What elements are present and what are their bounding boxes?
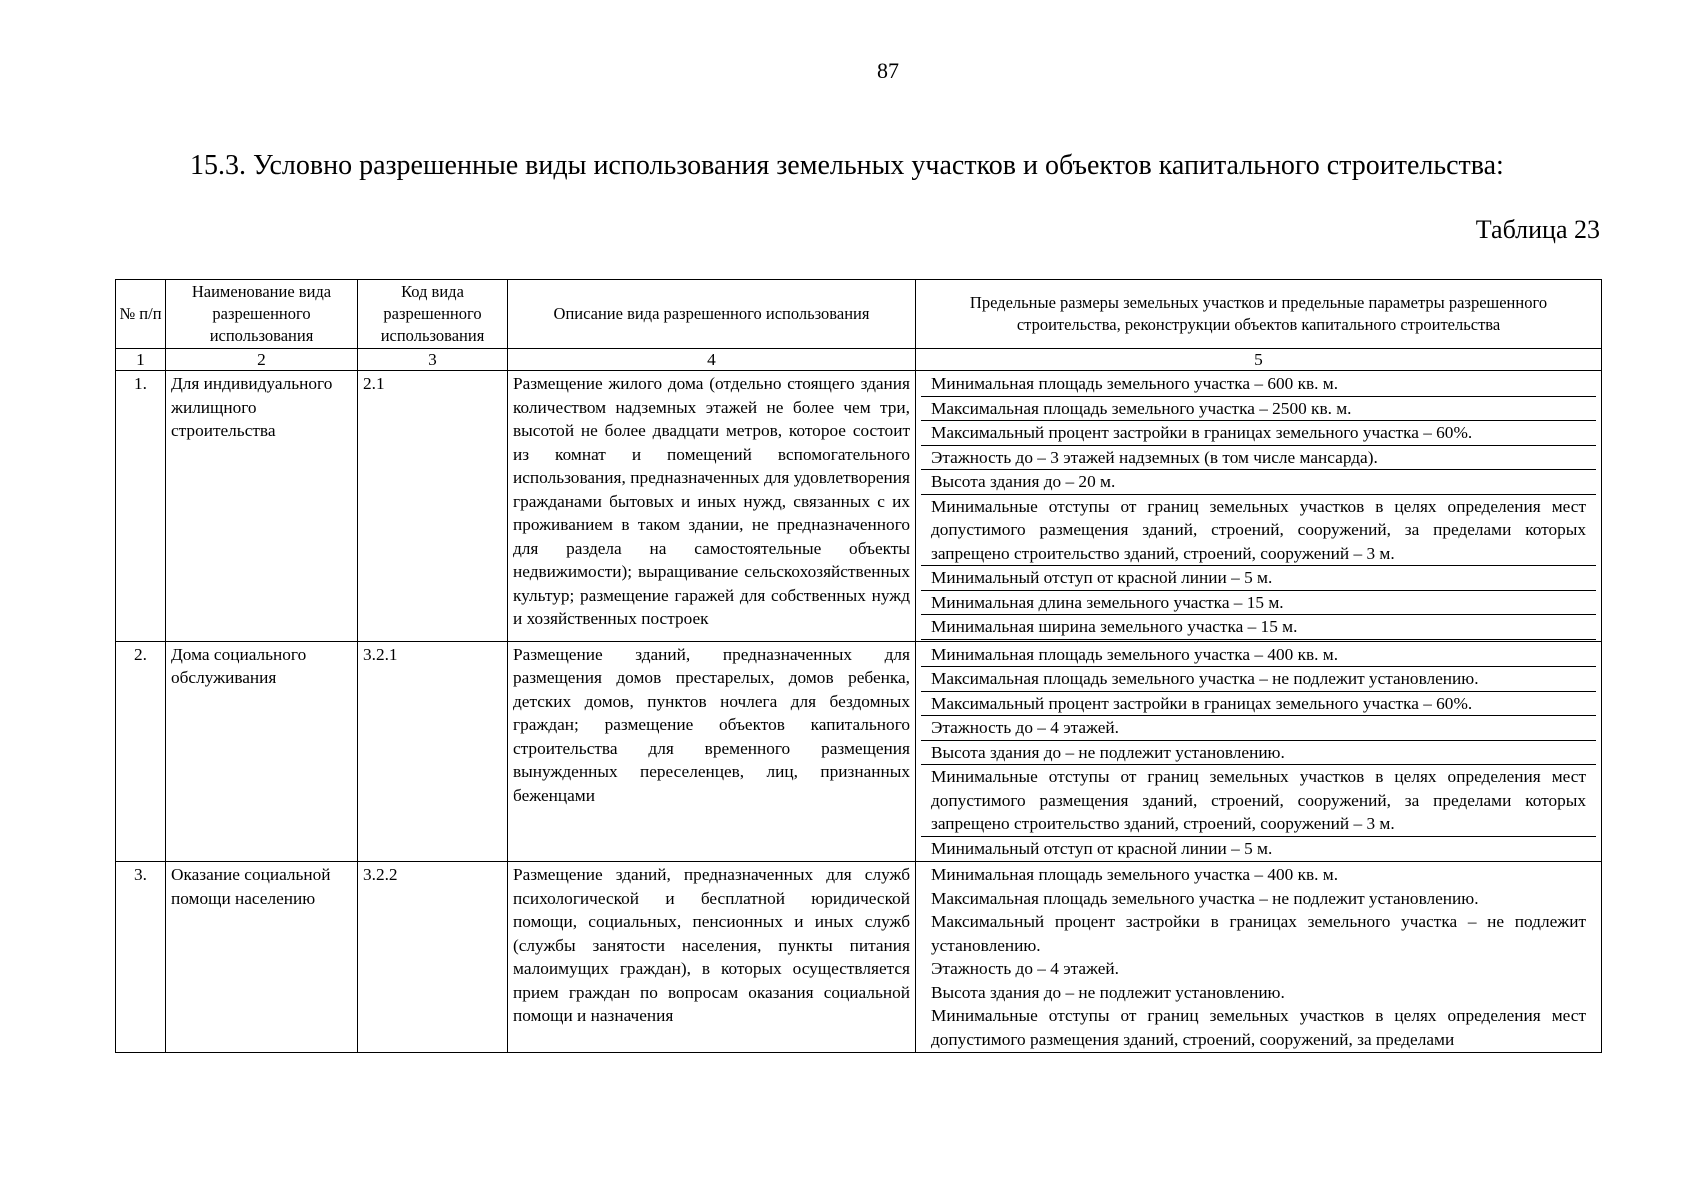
header-num: № п/п xyxy=(116,280,166,349)
header-description: Описание вида разрешенного использования xyxy=(508,280,916,349)
table-row xyxy=(116,641,1602,862)
row-number: 2. xyxy=(116,641,166,862)
column-number-row xyxy=(116,349,1602,371)
table-row xyxy=(116,371,1602,642)
column-number: 4 xyxy=(508,349,916,371)
use-description: Размещение зданий, предназначенных для служб психологической и бесплатной юридической помощи, социальных, пенсионных и иных служб (службы занятости населения, пункты питания малоимущих граждан), в которых осуществляется прием граждан по вопросам оказания социальной помощи и назначения xyxy=(508,862,916,1053)
column-number: 3 xyxy=(358,349,508,371)
use-description: Размещение зданий, предназначенных для размещения домов престарелых, домов ребенка, детских домов, пунктов ночлега для бездомных граждан; размещение объектов капитального строительства для временного размещения вынужденных переселенцев, лиц, признанных беженцами xyxy=(508,641,916,862)
table-caption: Таблица 23 xyxy=(1475,215,1600,244)
param-item: Этажность до – 4 этажей. xyxy=(931,959,1120,978)
header-code: Код вида разрешенного использования xyxy=(358,280,508,349)
param-item: Минимальная длина земельного участка – 15 м. xyxy=(921,591,1596,616)
param-item: Минимальная площадь земельного участка – 400 кв. м. xyxy=(931,865,1339,884)
param-item: Максимальная площадь земельного участка – не подлежит установлению. xyxy=(921,667,1596,692)
section-title: 15.3. Условно разрешенные виды использования земельных участков и объектов капитального строительства: xyxy=(190,150,1504,181)
param-item: Максимальный процент застройки в границах земельного участка – 60%. xyxy=(921,421,1596,446)
use-params xyxy=(916,641,1602,862)
header-name: Наименование вида разрешенного использования xyxy=(166,280,358,349)
param-item: Минимальная ширина земельного участка – 15 м. xyxy=(921,615,1596,640)
param-item: Минимальная площадь земельного участка – 400 кв. м. xyxy=(921,643,1596,668)
use-code: 2.1 xyxy=(358,371,508,642)
use-code: 3.2.2 xyxy=(358,862,508,1053)
header-row xyxy=(116,280,1602,349)
param-item: Минимальный отступ от красной линии – 5 м. xyxy=(931,838,1273,858)
column-number: 2 xyxy=(166,349,358,371)
use-params xyxy=(916,862,1602,1053)
table-row xyxy=(116,862,1602,1053)
use-name: Дома социального обслуживания xyxy=(166,641,358,862)
use-params xyxy=(916,371,1602,642)
land-use-table xyxy=(115,279,1602,1053)
page-number: 87 xyxy=(877,58,899,83)
param-item: Максимальный процент застройки в границах земельного участка – не подлежит установлению. xyxy=(931,912,1586,955)
use-name: Оказание социальной помощи населению xyxy=(166,862,358,1053)
use-code: 3.2.1 xyxy=(358,641,508,862)
param-item: Максимальная площадь земельного участка – не подлежит установлению. xyxy=(931,888,1479,908)
param-item: Высота здания до – не подлежит установлению. xyxy=(931,982,1285,1002)
header-params: Предельные размеры земельных участков и предельные параметры разрешенного строительства, реконструкции объектов капитального строительства xyxy=(916,280,1602,349)
param-item: Минимальная площадь земельного участка – 600 кв. м. xyxy=(921,372,1596,397)
param-item: Этажность до – 3 этажей надземных (в том числе мансарда). xyxy=(921,446,1596,471)
column-number: 1 xyxy=(116,349,166,371)
row-number: 1. xyxy=(116,371,166,642)
param-item: Минимальные отступы от границ земельных участков в целях определения мест допустимого размещения зданий, строений, сооружений, за пределами xyxy=(931,1006,1586,1049)
column-number: 5 xyxy=(916,349,1602,371)
param-item: Высота здания до – 20 м. xyxy=(921,470,1596,495)
param-item: Минимальный отступ от красной линии – 5 м. xyxy=(921,566,1596,591)
use-description: Размещение жилого дома (отдельно стоящего здания количеством надземных этажей не более чем три, высотой не более двадцати метров, которое состоит из комнат и помещений вспомогательного использования, предназначенных для удовлетворения гражданами бытовых и иных нужд, связанных с их проживанием в таком здании, не предназначенного для раздела на самостоятельные объекты недвижимости); выращивание сельскохозяйственных культур; размещение гаражей для собственных нужд и хозяйственных построек xyxy=(508,371,916,642)
param-item: Максимальная площадь земельного участка – 2500 кв. м. xyxy=(921,397,1596,422)
use-name: Для индивидуального жилищного строительства xyxy=(166,371,358,642)
row-number: 3. xyxy=(116,862,166,1053)
param-item: Максимальный процент застройки в границах земельного участка – 60%. xyxy=(921,692,1596,717)
param-item: Этажность до – 4 этажей. xyxy=(921,716,1596,741)
param-item: Минимальные отступы от границ земельных участков в целях определения мест допустимого размещения зданий, строений, сооружений, за пределами которых запрещено строительство зданий, строений, сооружений – 3 м. xyxy=(921,495,1596,567)
param-item: Минимальные отступы от границ земельных участков в целях определения мест допустимого размещения зданий, строений, сооружений, за пределами которых запрещено строительство зданий, строений, сооружений – 3 м. xyxy=(921,765,1596,837)
param-item: Высота здания до – не подлежит установлению. xyxy=(921,741,1596,766)
